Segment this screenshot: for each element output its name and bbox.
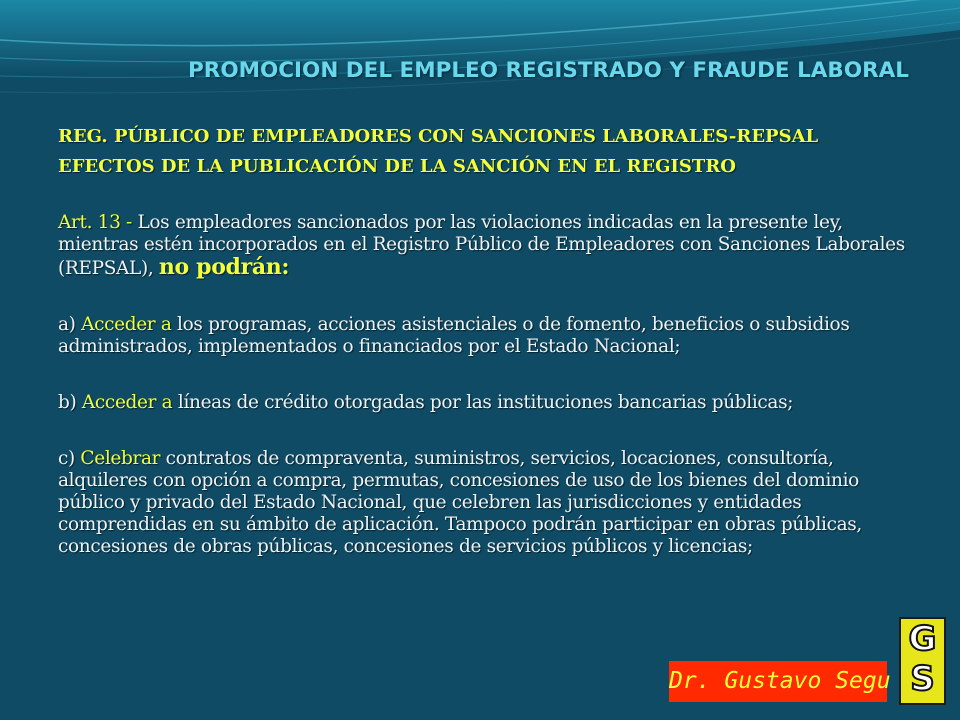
- item-verb: Acceder a: [81, 314, 172, 335]
- slide-title: PROMOCION DEL EMPLEO REGISTRADO Y FRAUDE LABORAL: [188, 58, 909, 83]
- item-prefix: b): [58, 392, 82, 413]
- item-text: contratos de compraventa, suministros, servicios, locaciones, consultoría, alquileres con opción a compra, permutas, concesiones de uso de los bienes del dominio público y privado del Estado Nacional, que celebren las jurisdicciones y entidades comprendidas en su ámbito de aplicación. Tampoco podrán participar en obras públicas, concesiones de obras públicas, concesiones de servicios públicos y licencias;: [58, 448, 862, 557]
- heading-effects: EFECTOS DE LA PUBLICACIÓN DE LA SANCIÓN EN EL REGISTRO: [58, 156, 736, 177]
- article-label: Art. 13 -: [58, 212, 132, 233]
- item-text: los programas, acciones asistenciales o de fomento, beneficios o subsidios administrados, implementados o financiados por el Estado Nacional;: [58, 314, 850, 357]
- logo-letter-s: S: [910, 659, 935, 699]
- heading-registry: REG. PÚBLICO DE EMPLEADORES CON SANCIONES LABORALES-REPSAL: [58, 126, 819, 147]
- item-prefix: a): [58, 314, 82, 335]
- slide-content: [58, 122, 908, 558]
- item-verb: Celebrar: [80, 448, 161, 469]
- item-verb: Acceder a: [81, 392, 173, 413]
- article-paragraph: [58, 212, 908, 280]
- article-text: Los empleadores sancionados por las violaciones indicadas en la presente ley, mientras estén incorporados en el Registro Público de Empleadores con Sanciones Laborales (REPSAL),: [58, 212, 905, 279]
- list-item-c: [58, 448, 908, 558]
- logo-letter-g: G: [908, 619, 937, 659]
- list-item-a: [58, 314, 908, 358]
- gs-logo: [899, 617, 946, 705]
- list-item-b: [58, 392, 908, 414]
- item-prefix: c): [58, 448, 81, 469]
- article-emphasis: no podrán:: [158, 254, 290, 280]
- item-text: líneas de crédito otorgadas por las instituciones bancarias públicas;: [172, 392, 794, 413]
- author-signature: Dr. Gustavo Segu: [669, 661, 887, 702]
